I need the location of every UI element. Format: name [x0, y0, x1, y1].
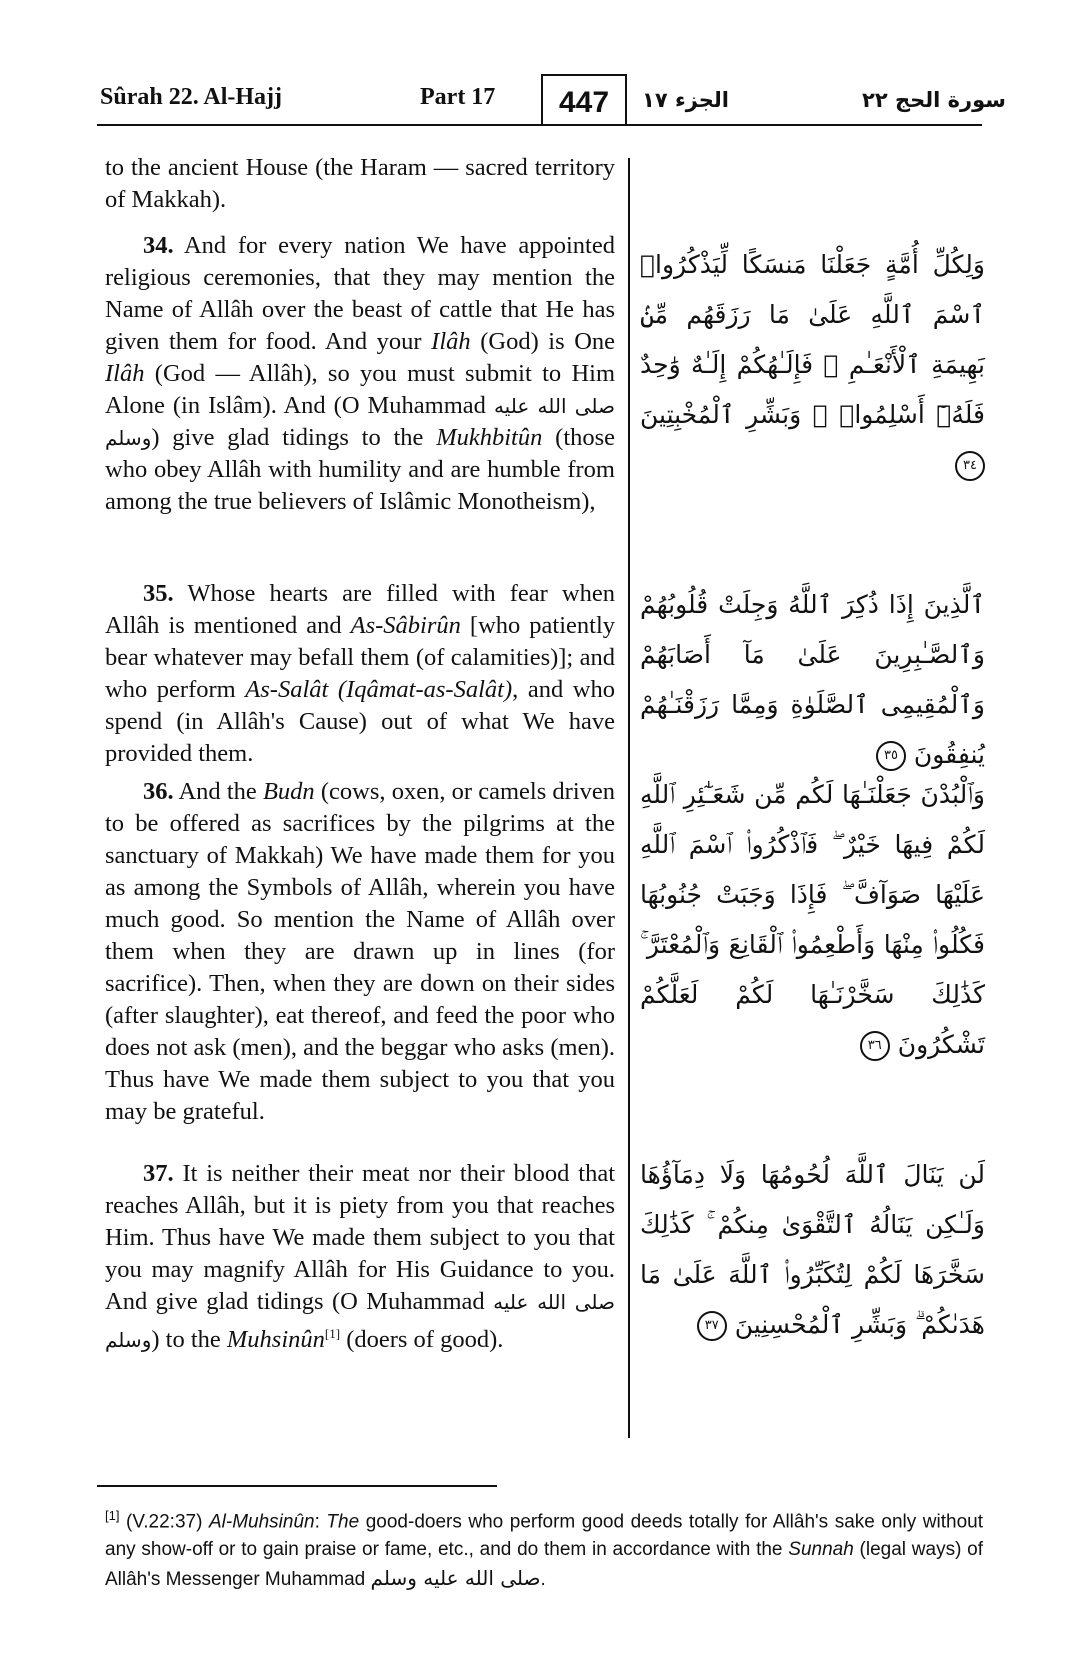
arabic-verse-text: وَٱلْبُدْنَ جَعَلْنَـٰهَا لَكُم مِّن شَعَـٰٓئِرِ ٱللَّهِ لَكُمْ فِيهَا خَيْرٌ ۖ فَٱذْكُرُوا۟ ٱسْمَ ٱللَّهِ عَلَيْهَا صَوَآفَّ ۖ فَإِذَا وَجَبَتْ جُنُوبُهَا فَكُلُوا۟ مِنْهَا وَأَطْعِمُوا۟ ٱلْقَانِعَ وَٱلْمُعْتَرَّ ۚ كَذَٰلِكَ سَخَّرْنَـٰهَا لَكُمْ لَعَلَّكُمْ تَشْكُرُونَ — [640, 780, 985, 1059]
header-rule — [97, 124, 982, 126]
footnote-marker: [1] — [324, 1326, 341, 1341]
footnote-mark: [1] — [105, 1508, 120, 1523]
footnote: [1] (V.22:37) Al-Muhsinûn: The good-doers who perform good deeds totally for Allâh's sake only without any show-off or to gain praise or fame, etc., and do them in accordance with the Sunnah (legal ways) of Allâh's Messenger Muhammad صلى الله عليه وسلم. — [105, 1508, 983, 1591]
arabic-verse-text: لَن يَنَالَ ٱللَّهَ لُحُومُهَا وَلَا دِمَآؤُهَا وَلَـٰكِن يَنَالُهُ ٱلتَّقْوَىٰ مِنكُمْ ۚ كَذَٰلِكَ سَخَّرَهَا لَكُمْ لِتُكَبِّرُوا۟ ٱللَّهَ عَلَىٰ مَا هَدَىٰكُمْ ۗ وَبَشِّرِ ٱلْمُحْسِنِينَ — [640, 1160, 985, 1339]
verse-37-en — [105, 1158, 615, 1356]
footnote-term: Al-Muhsinûn — [208, 1511, 315, 1533]
verse-term: As-Sâbirûn — [350, 612, 461, 639]
ayah-marker-icon: ٣٧ — [697, 1311, 727, 1341]
verse-text: (God — Allâh), so you must submit to Him Alone (in Islâm). And (O Muhammad — [105, 360, 615, 419]
verse-text: ) to the — [151, 1326, 221, 1354]
verse-term: Mukhbitûn — [436, 424, 543, 451]
verse-term: Budn — [262, 778, 315, 805]
verse-36-ar — [640, 770, 985, 1070]
footnote-text: (legal ways) of Allâh's Messenger Muhammad — [105, 1539, 983, 1591]
ayah-marker-icon: ٣٤ — [955, 451, 985, 481]
verse-33-text: to the ancient House (the Haram — sacred territory of Makkah). — [105, 154, 615, 213]
verse-number: 35. — [143, 580, 174, 607]
footnote-text: good-doers who perform good deeds totally for Allâh's sake only without any show-off or to gain praise or fame, etc., and do them in accordance with the — [105, 1511, 983, 1561]
ayah-marker-icon: ٣٦ — [860, 1031, 890, 1061]
verse-33-continuation — [105, 152, 615, 216]
verse-text: And the — [178, 778, 257, 805]
verse-34-en — [105, 230, 615, 518]
verse-text: (those who obey Allâh with humility and are humble from among the true believers of Islâmic Monotheism), — [105, 424, 616, 515]
verse-text: Whose hearts are filled with fear when Allâh is mentioned and — [105, 580, 615, 639]
ayah-marker-icon: ٣٥ — [876, 741, 906, 771]
verse-term: As-Salât — [245, 676, 329, 703]
surah-title-en: Sûrah 22. Al-Hajj — [100, 84, 283, 110]
verse-number: 36. — [143, 778, 174, 805]
verse-text: ) give glad tidings to the — [151, 424, 424, 451]
footnote-rule — [97, 1485, 497, 1487]
verse-36-en — [105, 776, 615, 1128]
surah-title-ar: سورة الحج ٢٢ — [862, 88, 1006, 112]
verse-37-ar — [640, 1150, 985, 1350]
verse-term: Muhsinûn — [226, 1326, 325, 1354]
verse-35-ar — [640, 580, 985, 780]
verse-text: (God) is One — [480, 328, 616, 355]
verse-term: Ilâh — [431, 328, 471, 355]
verse-text: , and who spend (in Allâh's Cause) out of what We have provided them. — [105, 676, 615, 767]
part-label-en: Part 17 — [420, 84, 496, 110]
page-number: 447 — [541, 74, 627, 124]
verse-text: [who patiently bear whatever may befall them (of calamities)]; and who perform — [105, 612, 615, 703]
salawat-inline: صلى الله عليه وسلم — [370, 1566, 541, 1591]
verse-number: 37. — [143, 1160, 174, 1187]
verse-text: And for every nation We have appointed religious ceremonies, that they may mention the Name of Allâh over the beast of cattle that He has given them for food. And your — [105, 232, 615, 355]
verse-34-ar — [640, 240, 985, 490]
footnote-end: . — [540, 1569, 546, 1591]
arabic-verse-text: وَلِكُلِّ أُمَّةٍ جَعَلْنَا مَنسَكًا لِّيَذْكُرُوا۟ ٱسْمَ ٱللَّهِ عَلَىٰ مَا رَزَقَهُم مِّنۢ بَهِيمَةِ ٱلْأَنْعَـٰمِ ۗ فَإِلَـٰهُكُمْ إِلَـٰهٌ وَٰحِدٌ فَلَهُۥٓ أَسْلِمُوا۟ ۗ وَبَشِّرِ ٱلْمُخْبِتِينَ — [640, 250, 985, 429]
verse-text: (cows, oxen, or camels driven to be offered as sacrifices by the pilgrims at the sanctuary of Makkah) We have made them for you as among the Symbols of Allâh, wherein you have much good. So mention the Name of Allâh over them when they are drawn up in lines (for sacrifice). Then, when they are down on their sides (after slaughter), eat thereof, and feed the poor who does not ask (men), and the beggar who asks (men). Thus have We made them subject to you that you may be grateful. — [105, 778, 616, 1125]
verse-term: Ilâh — [105, 360, 145, 387]
verse-text: It is neither their meat nor their blood that reaches Allâh, but it is piety from you that reaches Him. Thus have We made them subject to you that you may magnify Allâh for His Guidance to you. And give glad tidings (O Muhammad — [105, 1160, 616, 1315]
footnote-the: The — [326, 1511, 360, 1533]
verse-number: 34. — [143, 232, 174, 259]
column-divider — [628, 158, 630, 1438]
part-label-ar: الجزء ١٧ — [642, 88, 729, 112]
footnote-ref: (V.22:37) — [126, 1511, 203, 1533]
verse-text: (doers of good). — [346, 1326, 504, 1354]
salawat-inline: صلى الله عليه وسلم — [105, 1290, 616, 1353]
verse-term: (Iqâmat-as-Salât) — [337, 676, 513, 703]
arabic-verse-text: ٱلَّذِينَ إِذَا ذُكِرَ ٱللَّهُ وَجِلَتْ قُلُوبُهُمْ وَٱلصَّـٰبِرِينَ عَلَىٰ مَآ أَصَابَهُمْ وَٱلْمُقِيمِى ٱلصَّلَوٰةِ وَمِمَّا رَزَقْنَـٰهُمْ يُنفِقُونَ — [640, 590, 985, 769]
verse-35-en — [105, 578, 615, 770]
salawat-inline: صلى الله عليه وسلم — [105, 394, 616, 450]
footnote-sunnah: Sunnah — [788, 1539, 854, 1561]
